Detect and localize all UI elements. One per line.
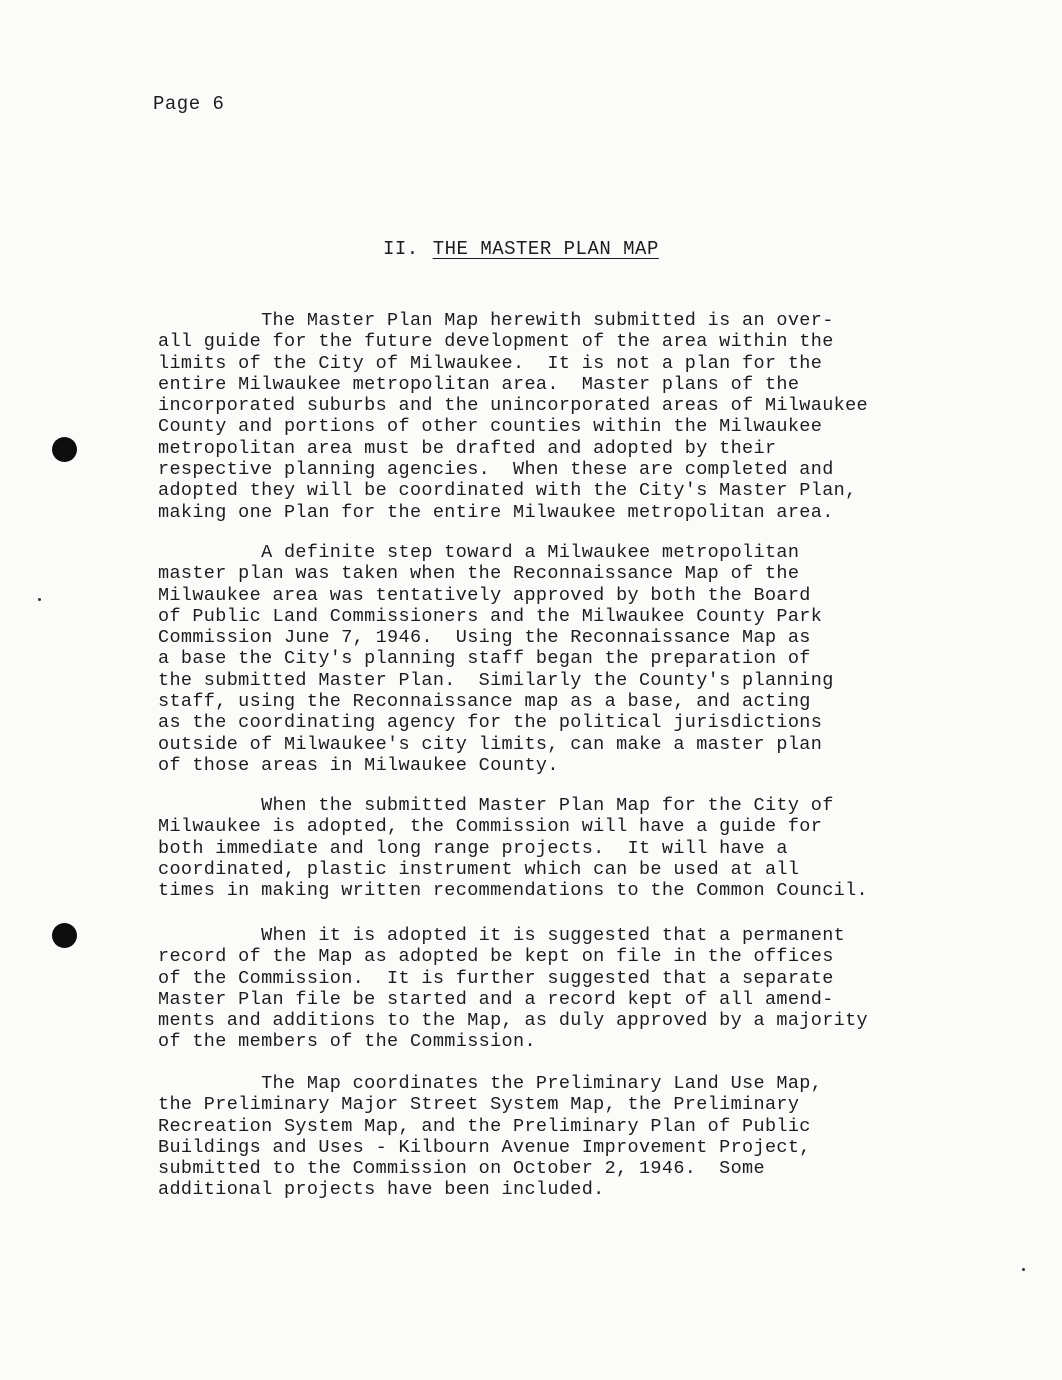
page-number: Page 6 (153, 93, 225, 115)
section-title: THE MASTER PLAN MAP (432, 238, 659, 260)
paragraph: The Master Plan Map herewith submitted is an over- all guide for the future development of the area within the limits of the City of Milwaukee. It is not a plan for the entire Milwaukee metropolitan area. Master plans of the incorporated suburbs and the unincorporated areas of Milwaukee County and portions of other counties within the Milwaukee metropolitan area must be drafted and adopted by their respective planning agencies. When these are completed and adopted they will be coordinated with the City's Master Plan, making one Plan for the entire Milwaukee metropolitan area. (158, 310, 869, 523)
punch-hole (52, 923, 77, 948)
ink-speck (38, 598, 41, 601)
section-heading (383, 238, 659, 260)
ink-speck (1022, 1268, 1025, 1271)
punch-hole (52, 437, 77, 462)
paragraph: When it is adopted it is suggested that a permanent record of the Map as adopted be kept on file in the offices of the Commission. It is further suggested that a separate Master Plan file be started and a record kept of all amend- ments and additions to the Map, as duly approved by a majority of the members of the Commission. (158, 925, 869, 1053)
paragraph: The Map coordinates the Preliminary Land Use Map, the Preliminary Major Street System Map, the Preliminary Recreation System Map, and the Preliminary Plan of Public Buildings and Uses - Kilbourn Avenue Improvement Project, submitted to the Commission on October 2, 1946. Some additional projects have been included. (158, 1073, 823, 1201)
paragraph: A definite step toward a Milwaukee metropolitan master plan was taken when the Reconnaissance Map of the Milwaukee area was tentatively approved by both the Board of Public Land Commissioners and the Milwaukee County Park Commission June 7, 1946. Using the Reconnaissance Map as a base the City's planning staff began the preparation of the submitted Master Plan. Similarly the County's planning staff, using the Reconnaissance map as a base, and acting as the coordinating agency for the political jurisdictions outside of Milwaukee's city limits, can make a master plan of those areas in Milwaukee County. (158, 542, 834, 776)
paragraph: When the submitted Master Plan Map for the City of Milwaukee is adopted, the Commission will have a guide for both immediate and long range projects. It will have a coordinated, plastic instrument which can be used at all times in making written recommendations to the Common Council. (158, 795, 869, 902)
section-numeral: II. (383, 238, 419, 260)
